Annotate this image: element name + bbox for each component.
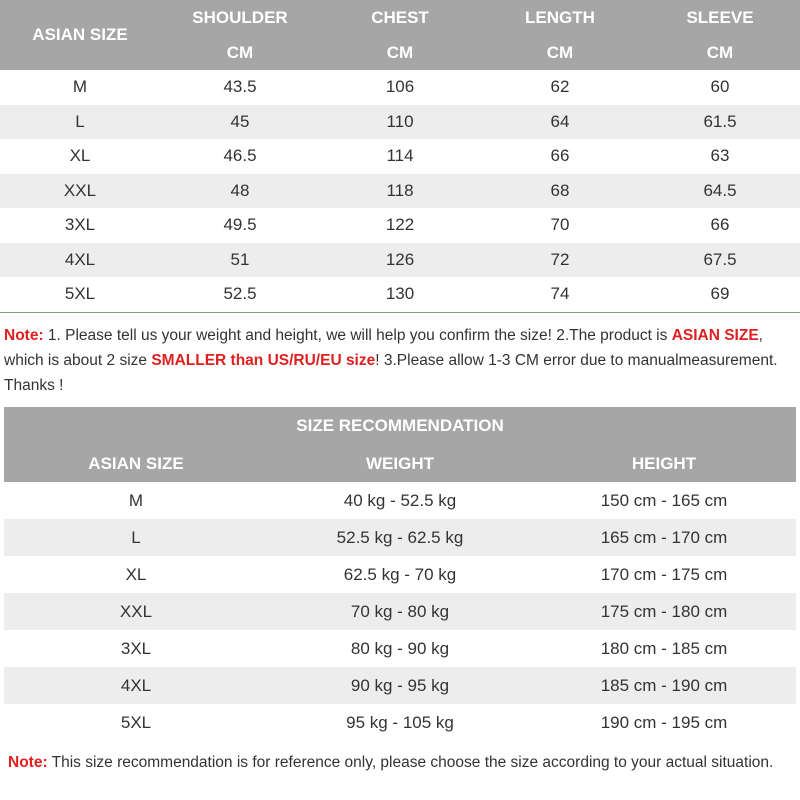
cell-sleeve: 69 [640,277,800,312]
cell-length: 66 [480,139,640,174]
note-text-part1: 1. Please tell us your weight and height, we will help you confirm the size! 2.The product is [43,327,672,344]
cell-size: L [4,519,268,556]
note-asian-size: ASIAN SIZE [671,327,759,344]
header-asian-size: ASIAN SIZE [32,25,128,44]
cell-chest: 106 [320,70,480,105]
cell-shoulder: 49.5 [160,208,320,243]
cell-chest: 122 [320,208,480,243]
cell-sleeve: 66 [640,208,800,243]
note-smaller-warning: SMALLER than US/RU/EU size [151,352,376,369]
recommendation-note [8,750,794,775]
cell-size: 3XL [4,630,268,667]
cell-weight: 80 kg - 90 kg [268,630,532,667]
cell-size: 5XL [0,277,160,312]
cell-size: M [4,482,268,519]
cell-size: XL [4,556,268,593]
table-row [4,630,796,667]
cell-sleeve: 61.5 [640,105,800,140]
cell-size: XL [0,139,160,174]
table-row [0,174,800,209]
note-text: This size recommendation is for reference only, please choose the size according to your actual situation. [47,754,774,771]
header-shoulder-unit: CM [226,42,254,62]
header-length: LENGTH [525,7,595,27]
size-chart-body [0,70,800,312]
table-row [0,243,800,278]
header-weight: WEIGHT [366,453,434,473]
header-sleeve: SLEEVE [686,7,754,27]
cell-weight: 90 kg - 95 kg [268,667,532,704]
cell-chest: 114 [320,139,480,174]
cell-weight: 40 kg - 52.5 kg [268,482,532,519]
cell-height: 170 cm - 175 cm [532,556,796,593]
cell-chest: 126 [320,243,480,278]
cell-shoulder: 48 [160,174,320,209]
table-row [0,70,800,105]
cell-shoulder: 52.5 [160,277,320,312]
table-row [4,704,796,741]
cell-chest: 118 [320,174,480,209]
cell-chest: 130 [320,277,480,312]
table-row [4,667,796,704]
header-shoulder: SHOULDER [192,7,288,27]
recommendation-title: SIZE RECOMMENDATION [296,416,504,435]
cell-chest: 110 [320,105,480,140]
cell-length: 68 [480,174,640,209]
cell-weight: 70 kg - 80 kg [268,593,532,630]
table-row [4,519,796,556]
cell-length: 74 [480,277,640,312]
cell-weight: 52.5 kg - 62.5 kg [268,519,532,556]
recommendation-body [4,482,796,741]
cell-size: XXL [4,593,268,630]
header-chest: CHEST [371,7,429,27]
cell-size: 4XL [0,243,160,278]
header-chest-unit: CM [386,42,414,62]
note-label: Note: [4,327,44,344]
table-row [4,482,796,519]
cell-size: 3XL [0,208,160,243]
table-row [0,208,800,243]
cell-height: 150 cm - 165 cm [532,482,796,519]
cell-height: 165 cm - 170 cm [532,519,796,556]
header-sleeve-unit: CM [706,42,734,62]
cell-height: 175 cm - 180 cm [532,593,796,630]
size-chart-table [0,0,800,313]
cell-shoulder: 51 [160,243,320,278]
cell-size: L [0,105,160,140]
table-row [0,277,800,312]
cell-size: M [0,70,160,105]
cell-height: 190 cm - 195 cm [532,704,796,741]
size-chart-header [0,0,800,70]
cell-length: 72 [480,243,640,278]
cell-sleeve: 60 [640,70,800,105]
cell-shoulder: 46.5 [160,139,320,174]
cell-weight: 62.5 kg - 70 kg [268,556,532,593]
note-text-part2: , which is about 2 size [4,327,763,369]
cell-size: 4XL [4,667,268,704]
header-asian-size: ASIAN SIZE [88,453,184,473]
table-row [4,556,796,593]
table-row [0,105,800,140]
cell-size: XXL [0,174,160,209]
table-row [4,593,796,630]
recommendation-header [4,407,796,482]
cell-size: 5XL [4,704,268,741]
note-text-part3: ! 3.Please allow 1-3 CM error due to manualmeasurement. Thanks ! [4,352,778,394]
header-height: HEIGHT [631,453,697,473]
table-row [0,139,800,174]
cell-length: 64 [480,105,640,140]
cell-weight: 95 kg - 105 kg [268,704,532,741]
cell-shoulder: 43.5 [160,70,320,105]
header-length-unit: CM [546,42,574,62]
note-label: Note: [8,754,48,771]
size-recommendation-table [4,407,796,741]
cell-length: 70 [480,208,640,243]
cell-height: 185 cm - 190 cm [532,667,796,704]
cell-sleeve: 64.5 [640,174,800,209]
cell-sleeve: 67.5 [640,243,800,278]
cell-sleeve: 63 [640,139,800,174]
cell-shoulder: 45 [160,105,320,140]
cell-height: 180 cm - 185 cm [532,630,796,667]
cell-length: 62 [480,70,640,105]
size-note [4,323,796,398]
